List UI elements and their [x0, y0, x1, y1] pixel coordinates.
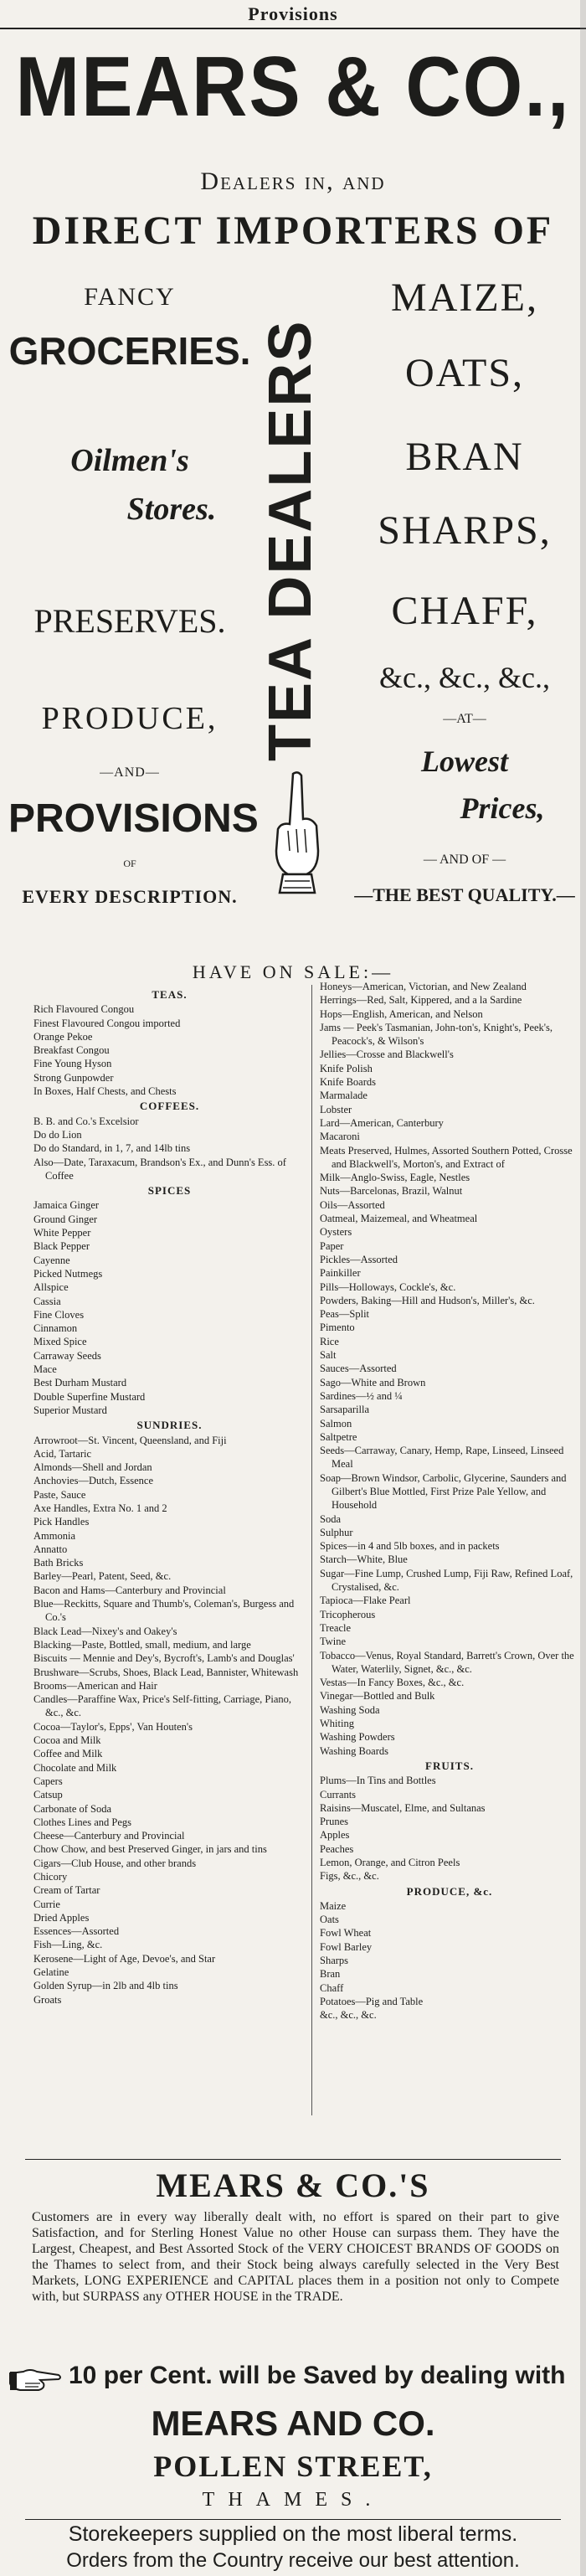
list-item: Ground Ginger [33, 1213, 98, 1225]
list-item: Best Durham Mustard [33, 1377, 127, 1389]
right-goods-list [320, 980, 579, 2022]
list-item: Fine Young Hyson [33, 1058, 112, 1070]
list-item: Anchovies—Dutch, Essence [33, 1475, 154, 1487]
list-item: Sago—White and Brown [320, 1376, 426, 1388]
page-edge [580, 0, 586, 2576]
list-item: Fine Cloves [33, 1308, 85, 1321]
list-item: Ammonia [33, 1529, 75, 1542]
lowest-text: Lowest [421, 744, 508, 778]
list-item: Cassia [33, 1295, 61, 1307]
list-item: Capers [33, 1775, 63, 1787]
list-item: Gelatine [33, 1966, 69, 1979]
list-item: Rice [320, 1335, 339, 1347]
list-item: Soap—Brown Windsor, Carbolic, Glycerine, Saunders and Gilbert's Blue Mottled, First Prize Pale Yellow, and Household [320, 1471, 567, 1512]
list-item: Allspice [33, 1281, 69, 1294]
town-name: THAMES. [202, 2489, 384, 2511]
list-item: Potatoes—Pig and Table [320, 1995, 424, 2007]
list-item: Brushware—Scrubs, Shoes, Black Lead, Bannister, Whitewash [33, 1666, 299, 1678]
bran-text: BRAN [405, 435, 524, 479]
list-item: Lobster [320, 1103, 352, 1115]
list-item: Jams — Peek's Tasmanian, John-ton's, Knight's, Peek's, Peacock's, & Wilson's [320, 1021, 553, 1048]
list-item: Tobacco—Venus, Royal Standard, Barrett's Crown, Over the Water, Waterlily, Signet, &c., &c. [320, 1649, 574, 1675]
saved-line [8, 2360, 586, 2402]
maize-text: MAIZE, [391, 276, 538, 320]
storekeepers-line: Storekeepers supplied on the most liberal terms. [68, 2522, 518, 2546]
list-item: Sulphur [320, 1526, 353, 1538]
list-item: Paper [320, 1239, 344, 1252]
chaff-text: CHAFF, [391, 589, 538, 633]
list-item: Knife Polish [320, 1062, 373, 1074]
list-item: Milk—Anglo-Swiss, Eagle, Nestles [320, 1172, 470, 1184]
list-item: Treacle [320, 1621, 352, 1634]
list-item: Picked Nutmegs [33, 1267, 103, 1280]
tea-dealers-text: TEA DEALERS [257, 319, 324, 761]
list-item: Bran [320, 1968, 341, 1981]
list-item: Biscuits — Mennie and Dey's, Bycroft's, Lamb's and Douglas' [33, 1652, 295, 1665]
list-item: Golden Syrup—in 2lb and 4lb tins [33, 1980, 178, 1992]
saved-text [69, 2362, 565, 2390]
list-heading: FRUITS. [425, 1759, 474, 1772]
best-quality-text: —THE BEST QUALITY.— [354, 884, 575, 905]
sharps-text: SHARPS, [378, 508, 552, 553]
list-heading: COFFEES. [139, 1100, 200, 1113]
list-item: Prunes [320, 1816, 349, 1828]
list-item: Macaroni [320, 1131, 360, 1143]
list-item: Meats Preserved, Hulmes, Assorted Southern Potted, Crosse and Blackwell's, Morton's, and Extract of [320, 1144, 573, 1170]
list-item: Knife Boards [320, 1076, 376, 1089]
list-item: Rich Flavoured Congou [33, 1003, 135, 1016]
notice-rule [25, 2159, 561, 2160]
list-item: Sauces—Assorted [320, 1363, 397, 1375]
list-item: Peaches [320, 1842, 354, 1855]
list-item: Soda [320, 1512, 341, 1525]
list-item: Arrowroot—St. Vincent, Queensland, and Fiji [33, 1434, 227, 1446]
of-text: OF [123, 858, 136, 869]
list-item: Chaff [320, 1981, 344, 1994]
list-item: Oils—Assorted [320, 1198, 385, 1211]
list-heading: SUNDRIES. [136, 1419, 203, 1432]
list-item: Breakfast Congou [33, 1044, 110, 1057]
list-item: Hops—English, American, and Nelson [320, 1007, 483, 1020]
orders-line: Orders from the Country receive our best attention. [66, 2549, 520, 2572]
list-item: Vinegar—Bottled and Bulk [320, 1690, 435, 1703]
list-item: Also—Date, Taraxacum, Brandson's Ex., and Dunn's Ess. of Coffee [33, 1156, 286, 1182]
etc-text: &c., &c., &c., [379, 661, 550, 694]
list-item: Cream of Tartar [33, 1884, 100, 1897]
list-item: Sugar—Fine Lump, Crushed Lump, Fiji Raw, Refined Loaf, Crystalised, &c. [320, 1567, 573, 1594]
list-item: Almonds—Shell and Jordan [33, 1461, 152, 1474]
list-item: Currie [33, 1898, 60, 1910]
preserves-text: PRESERVES. [33, 602, 226, 640]
list-item: Bath Bricks [33, 1557, 84, 1569]
section-header: Provisions [248, 3, 338, 24]
street-name: POLLEN STREET, [153, 2450, 433, 2483]
list-item: Sarsaparilla [320, 1404, 370, 1416]
fancy-text: FANCY [84, 283, 176, 311]
list-heading: TEAS. [152, 988, 188, 1001]
list-item: Strong Gunpowder [33, 1071, 114, 1084]
list-item: Cheese—Canterbury and Provincial [33, 1830, 185, 1842]
list-item: Sardines—½ and ¼ [320, 1389, 403, 1402]
list-item: Cigars—Club House, and other brands [33, 1857, 197, 1869]
oilmens-text: Oilmen's [70, 443, 189, 478]
list-item: Washing Powders [320, 1731, 395, 1744]
list-item: Tapioca—Flake Pearl [320, 1595, 411, 1607]
list-item: Starch—White, Blue [320, 1553, 408, 1566]
prices-text: Prices, [460, 791, 545, 825]
list-item: Salmon [320, 1417, 352, 1430]
produce-text: PRODUCE, [41, 701, 218, 736]
list-item: Groats [33, 1993, 62, 2006]
list-item: Dried Apples [33, 1911, 90, 1924]
list-item: Blacking—Paste, Bottled, small, medium, and large [33, 1638, 251, 1651]
firm-name: MEARS & CO., [15, 39, 571, 135]
hand-pointing-right-icon [8, 2365, 62, 2393]
list-item: Maize [320, 1899, 347, 1912]
importers-line: DIRECT IMPORTERS OF [32, 209, 554, 253]
list-item: Oysters [320, 1226, 352, 1239]
list-item: Cinnamon [33, 1322, 78, 1335]
every-description-text: EVERY DESCRIPTION. [22, 886, 238, 907]
column-divider [311, 985, 312, 2115]
list-item: Washing Soda [320, 1703, 380, 1716]
list-item: Cocoa and Milk [33, 1734, 101, 1747]
list-item: Double Superfine Mustard [33, 1390, 146, 1403]
list-item: Raisins—Muscatel, Elme, and Sultanas [320, 1801, 486, 1814]
list-item: Candles—Paraffine Wax, Price's Self-fitting, Carriage, Piano, &c., &c. [33, 1693, 292, 1719]
list-item: Mace [33, 1363, 57, 1376]
list-item: Essences—Assorted [33, 1925, 120, 1938]
notice-paragraph: Customers are in every way liberally dealt with, no effort is spared on their part to give Satisfaction, and for Sterling Honest Value no other House can surpass them. They have the Largest, Cheapest, and Best Assorted Stock of the VERY CHOICEST BRANDS OF GOODS on the Thames to select from, and their Stock being always carefully selected in the Very Best Markets, LONG EXPERIENCE and CAPITAL places them in a position not only to Compete with, but SURPASS any OTHER HOUSE in the TRADE. [32, 2210, 559, 2304]
list-item: Paste, Sauce [33, 1488, 86, 1501]
list-heading: SPICES [147, 1184, 192, 1198]
list-item: Mixed Spice [33, 1336, 87, 1348]
list-item: Pick Handles [33, 1516, 90, 1528]
list-item: Marmalade [320, 1090, 368, 1102]
list-item: Herrings—Red, Salt, Kippered, and a la Sardine [320, 994, 522, 1007]
list-item: Vestas—In Fancy Boxes, &c., &c. [320, 1677, 465, 1689]
list-item: Honeys—American, Victorian, and New Zealand [320, 981, 527, 992]
header-rule [0, 28, 586, 29]
left-goods-list [33, 987, 306, 2007]
list-item: Fowl Barley [320, 1940, 373, 1953]
list-item: White Pepper [33, 1227, 91, 1239]
dealers-in-line: Dealers in, and [200, 167, 386, 195]
mears-cos-heading: MEARS & CO.'S [156, 2166, 430, 2204]
list-item: Fowl Wheat [320, 1927, 372, 1940]
list-item: Oatmeal, Maizemeal, and Wheatmeal [320, 1213, 478, 1225]
list-item: Annatto [33, 1543, 68, 1555]
list-item: Chicory [33, 1871, 68, 1883]
list-item: Do do Standard, in 1, 7, and 14lb tins [33, 1142, 191, 1155]
list-item: Clothes Lines and Pegs [33, 1816, 132, 1828]
list-item: Washing Boards [320, 1744, 388, 1757]
list-item: Apples [320, 1829, 350, 1842]
oats-text: OATS, [404, 351, 525, 395]
list-item: Painkiller [320, 1267, 361, 1280]
hand-pointing-up-icon [268, 770, 326, 896]
stores-text: Stores. [126, 492, 217, 527]
list-item: Oats [320, 1914, 339, 1926]
at-text: —AT— [443, 712, 486, 726]
list-item: Pickles—Assorted [320, 1253, 398, 1265]
list-item: Cayenne [33, 1254, 70, 1266]
list-item: Carbonate of Soda [33, 1802, 112, 1815]
list-item: Spices—in 4 and 5lb boxes, and in packets [320, 1540, 500, 1553]
list-item: Salt [320, 1349, 337, 1362]
list-item: Brooms—American and Hair [33, 1679, 157, 1692]
list-heading: PRODUCE, &c. [406, 1884, 493, 1898]
list-item: Whiting [320, 1718, 354, 1730]
list-item: Coffee and Milk [33, 1748, 103, 1760]
list-item: In Boxes, Half Chests, and Chests [33, 1085, 177, 1098]
list-item: Nuts—Barcelonas, Brazil, Walnut [320, 1185, 463, 1198]
groceries-text: GROCERIES. [8, 329, 251, 373]
list-item: Cocoa—Taylor's, Epps', Van Houten's [33, 1720, 193, 1733]
provisions-text: PROVISIONS [8, 796, 259, 841]
list-item: Twine [320, 1636, 347, 1648]
list-item: Sharps [320, 1955, 349, 1967]
list-item: Black Pepper [33, 1240, 90, 1253]
list-item: Saltpetre [320, 1430, 357, 1443]
list-item: Seeds—Carraway, Canary, Hemp, Rape, Linseed, Linseed Meal [320, 1445, 564, 1471]
list-item: Peas—Split [320, 1308, 370, 1321]
list-item: Kerosene—Light of Age, Devoe's, and Star [33, 1952, 216, 1965]
list-item: Acid, Tartaric [33, 1447, 92, 1460]
list-item: Fish—Ling, &c. [33, 1939, 103, 1951]
list-item: Figs, &c., &c. [320, 1870, 379, 1883]
list-item: Orange Pekoe [33, 1030, 93, 1043]
saved-firm-name: MEARS AND CO. [151, 2403, 435, 2443]
list-item: Carraway Seeds [33, 1349, 101, 1362]
list-item: Finest Flavoured Congou imported [33, 1017, 181, 1029]
list-item: Superior Mustard [33, 1404, 107, 1416]
list-item: Chocolate and Milk [33, 1761, 117, 1774]
list-item: Do do Lion [33, 1128, 82, 1141]
list-item: Barley—Pearl, Patent, Seed, &c. [33, 1570, 172, 1583]
list-item: Catsup [33, 1789, 63, 1801]
list-item: B. B. and Co.'s Excelsior [33, 1115, 139, 1127]
list-item: Currants [320, 1788, 357, 1801]
list-item: Jamaica Ginger [33, 1199, 100, 1212]
list-item: Pills—Holloways, Cockle's, &c. [320, 1280, 456, 1293]
footer-rule [25, 2519, 561, 2520]
list-item: Pimento [320, 1321, 355, 1334]
list-item: Axe Handles, Extra No. 1 and 2 [33, 1502, 167, 1514]
list-item: Black Lead—Nixey's and Oakey's [33, 1625, 177, 1637]
list-item: &c., &c., &c. [320, 2009, 377, 2022]
list-item: Jellies—Crosse and Blackwell's [320, 1048, 454, 1061]
saved-prefix: 10 per Cent. will be Saved by dealing with [69, 2362, 566, 2389]
list-item: Powders, Baking—Hill and Hudson's, Miller's, &c. [320, 1294, 535, 1306]
list-item: Lemon, Orange, and Citron Peels [320, 1857, 460, 1868]
list-item: Tricopherous [320, 1608, 376, 1620]
list-item: Blue—Reckitts, Square and Thumb's, Coleman's, Burgess and Co.'s [33, 1598, 295, 1624]
list-item: Lard—American, Canterbury [320, 1116, 444, 1129]
and-text: —AND— [100, 765, 160, 780]
and-of-text: — AND OF — [423, 853, 506, 867]
list-item: Chow Chow, and best Preserved Ginger, in jars and tins [33, 1843, 267, 1856]
list-item: Plums—In Tins and Bottles [320, 1775, 436, 1787]
list-item: Bacon and Hams—Canterbury and Provincial [33, 1584, 226, 1596]
have-on-sale-heading: HAVE ON SALE:— [192, 961, 394, 982]
